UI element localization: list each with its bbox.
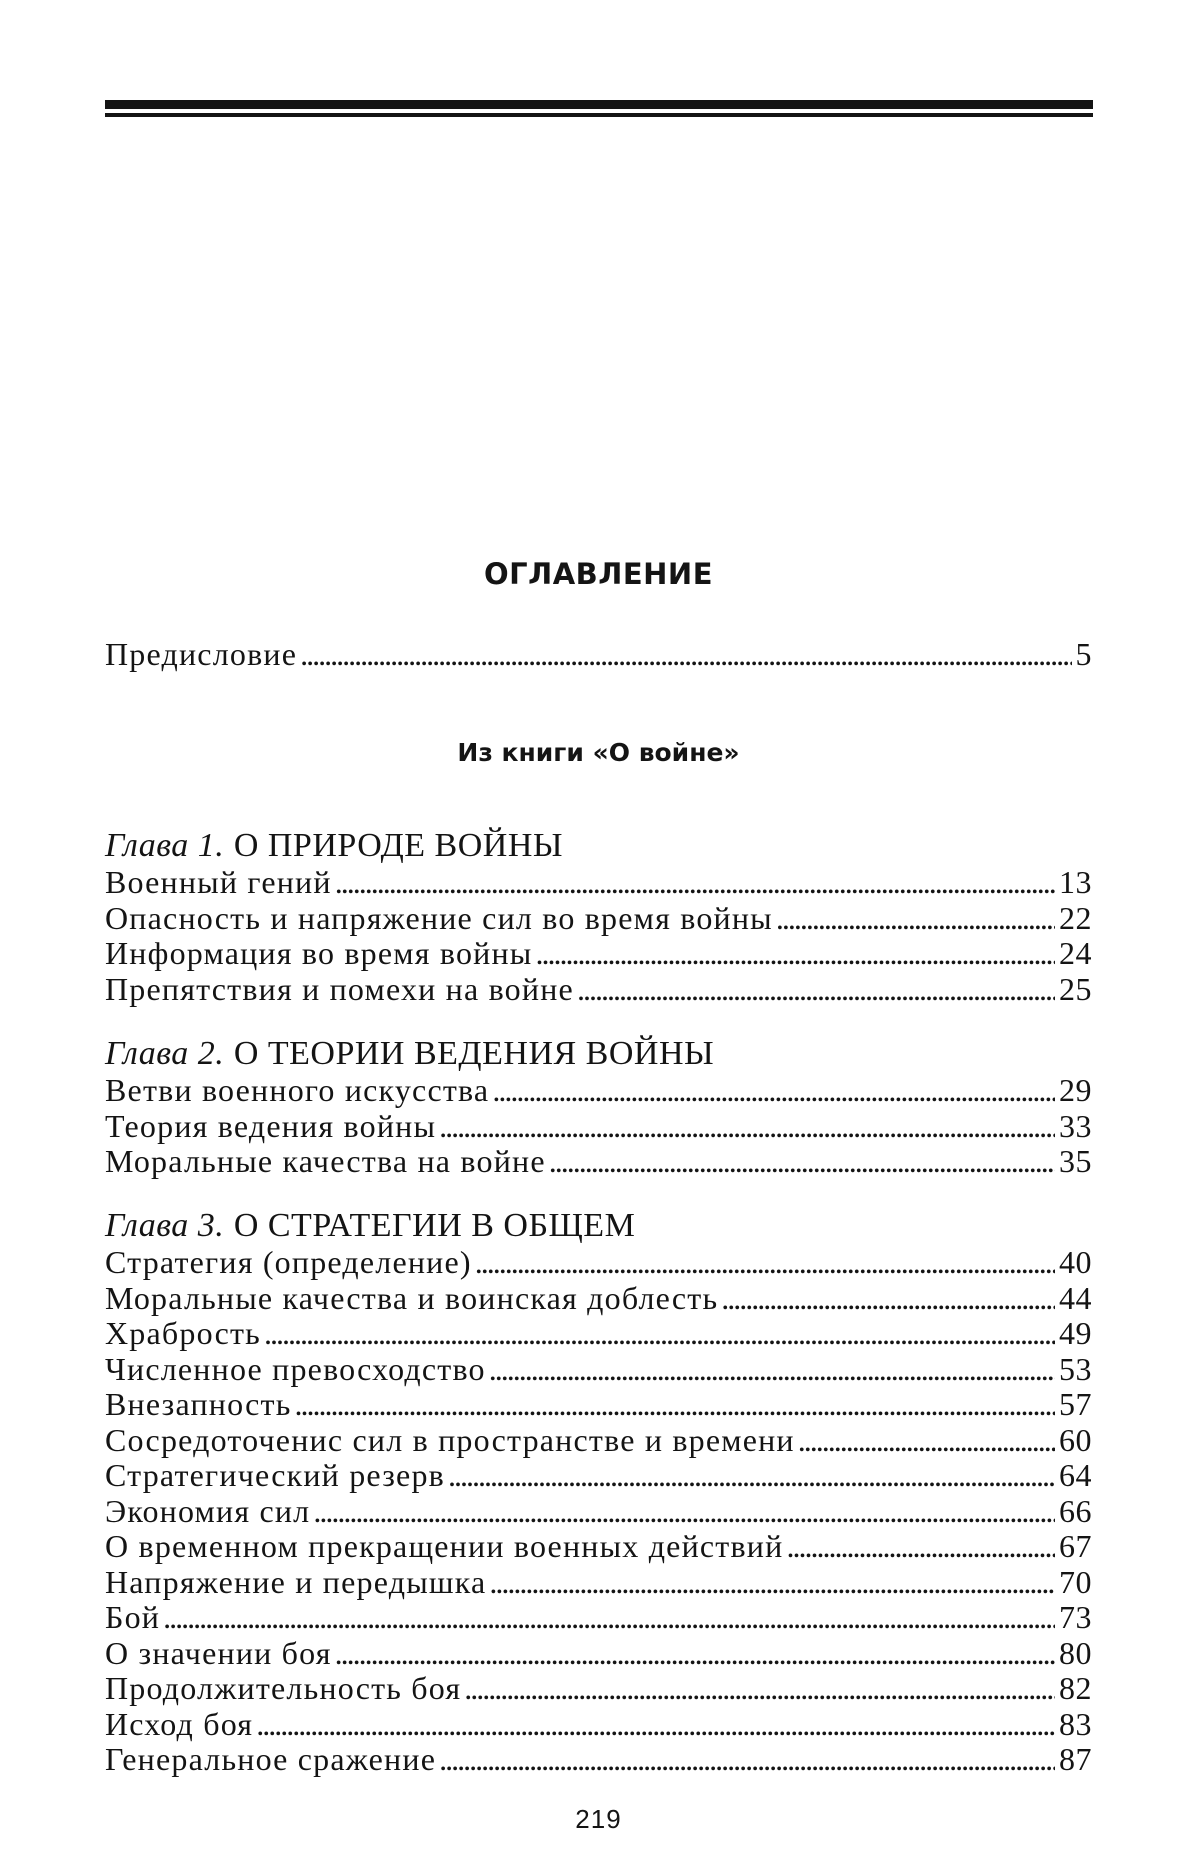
toc-entry-page: 87 bbox=[1059, 1741, 1092, 1777]
toc-entry bbox=[105, 1352, 1092, 1388]
toc-entry bbox=[105, 1423, 1092, 1459]
toc-entry-page: 67 bbox=[1059, 1528, 1092, 1564]
dot-leader bbox=[776, 901, 1055, 937]
dot-leader bbox=[786, 1529, 1055, 1565]
preface-block bbox=[105, 637, 1092, 673]
toc-entry-title: Стратегия (определение) bbox=[105, 1244, 472, 1280]
dot-leader bbox=[492, 1073, 1055, 1109]
toc-entry-page: 64 bbox=[1059, 1457, 1092, 1493]
toc-entry-title: Экономия сил bbox=[105, 1492, 311, 1529]
dot-leader bbox=[549, 1144, 1055, 1180]
toc-entry-title: Моральные качества на войне bbox=[105, 1143, 546, 1179]
chapter-1 bbox=[105, 827, 1092, 1007]
section-title: Из книги «О войне» bbox=[457, 738, 740, 767]
toc-entry-page: 5 bbox=[1075, 636, 1092, 672]
toc-entry bbox=[105, 1281, 1092, 1317]
toc-entry-page: 25 bbox=[1059, 970, 1092, 1007]
toc-entry-page: 57 bbox=[1059, 1386, 1092, 1422]
toc-entry-title: Предисловие bbox=[105, 636, 298, 672]
dot-leader bbox=[439, 1742, 1055, 1778]
chapter-label: Глава 1. bbox=[105, 827, 225, 864]
toc-entry bbox=[105, 1529, 1092, 1565]
toc-entry-page: 22 bbox=[1059, 899, 1092, 936]
chapter-heading bbox=[105, 827, 1092, 865]
toc-entry-title: Информация во время войны bbox=[105, 935, 533, 971]
toc-entry-page: 73 bbox=[1059, 1599, 1092, 1635]
toc-entry bbox=[105, 637, 1092, 673]
toc-entry-page: 83 bbox=[1059, 1705, 1092, 1742]
toc-entry-title: Ветви военного искусства bbox=[105, 1072, 490, 1108]
toc-entry-page: 49 bbox=[1059, 1315, 1092, 1351]
toc-entry bbox=[105, 1387, 1092, 1423]
toc-entry bbox=[105, 1109, 1092, 1145]
toc-entry-title: Теория ведения войны bbox=[105, 1107, 437, 1144]
toc-entry-page: 24 bbox=[1059, 935, 1092, 971]
toc-entry-page: 82 bbox=[1059, 1670, 1092, 1706]
toc-entry bbox=[105, 1073, 1092, 1109]
chapter-heading bbox=[105, 1207, 1092, 1245]
header-rule-thick bbox=[105, 100, 1093, 109]
dot-leader bbox=[489, 1565, 1055, 1601]
toc-entry-title: Военный гений bbox=[105, 864, 332, 900]
toc-entry-title: Внезапность bbox=[105, 1386, 292, 1422]
toc-entry bbox=[105, 901, 1092, 937]
chapter-2 bbox=[105, 1035, 1092, 1180]
toc-entry bbox=[105, 1316, 1092, 1352]
chapter-title: О СТРАТЕГИИ В ОБЩЕМ bbox=[233, 1207, 636, 1244]
toc-entry-title: Напряжение и передышка bbox=[105, 1563, 487, 1600]
toc-entry bbox=[105, 972, 1092, 1008]
page-number: 219 bbox=[575, 1804, 622, 1834]
toc-entry bbox=[105, 1494, 1092, 1530]
toc-entry-page: 35 bbox=[1059, 1143, 1092, 1179]
chapter-label: Глава 3. bbox=[105, 1207, 225, 1244]
chapter-label: Глава 2. bbox=[105, 1035, 225, 1072]
toc-entry-title: О значении боя bbox=[105, 1634, 332, 1671]
toc-entry-title: Исход боя bbox=[105, 1705, 254, 1742]
toc-entry bbox=[105, 1707, 1092, 1743]
toc-entry bbox=[105, 1144, 1092, 1180]
toc-entry-page: 53 bbox=[1059, 1350, 1092, 1387]
toc-entry bbox=[105, 1742, 1092, 1778]
dot-leader bbox=[464, 1671, 1055, 1707]
chapter-title: О ПРИРОДЕ ВОЙНЫ bbox=[233, 827, 564, 864]
chapter-3 bbox=[105, 1207, 1092, 1778]
toc-entry bbox=[105, 936, 1092, 972]
toc-entry-page: 44 bbox=[1059, 1279, 1092, 1316]
toc-entry bbox=[105, 865, 1092, 901]
chapter-title: О ТЕОРИИ ВЕДЕНИЯ ВОЙНЫ bbox=[233, 1035, 715, 1072]
dot-leader bbox=[448, 1458, 1055, 1494]
toc-entry-title: Препятствия и помехи на войне bbox=[105, 970, 574, 1007]
toc-entry bbox=[105, 1245, 1092, 1281]
dot-leader bbox=[439, 1109, 1055, 1145]
toc-entry bbox=[105, 1458, 1092, 1494]
toc-entry-page: 40 bbox=[1059, 1244, 1092, 1280]
dot-leader bbox=[256, 1707, 1055, 1743]
toc-entry-title: Сосредоточенис сил в пространстве и времени bbox=[105, 1421, 795, 1458]
dot-leader bbox=[536, 936, 1056, 972]
dot-leader bbox=[335, 1636, 1055, 1672]
toc-entry-title: Численное превосходство bbox=[105, 1350, 486, 1387]
toc-entry-title: Храбрость bbox=[105, 1315, 261, 1351]
chapter-heading bbox=[105, 1035, 1092, 1073]
dot-leader bbox=[577, 972, 1055, 1008]
toc-entry bbox=[105, 1565, 1092, 1601]
toc-entry-page: 66 bbox=[1059, 1492, 1092, 1529]
toc-entry bbox=[105, 1636, 1092, 1672]
dot-leader bbox=[475, 1245, 1055, 1281]
header-rule-thin bbox=[105, 113, 1093, 117]
dot-leader bbox=[798, 1423, 1055, 1459]
toc-title: ОГЛАВЛЕНИЕ bbox=[483, 557, 713, 591]
toc-entry-page: 29 bbox=[1059, 1072, 1092, 1108]
toc-entry-title: О временном прекращении военных действий bbox=[105, 1528, 784, 1564]
toc-entry-page: 33 bbox=[1059, 1107, 1092, 1144]
toc-entry-page: 80 bbox=[1059, 1634, 1092, 1671]
toc-entry-title: Продолжительность боя bbox=[105, 1670, 462, 1706]
dot-leader bbox=[264, 1316, 1055, 1352]
dot-leader bbox=[295, 1387, 1055, 1423]
dot-leader bbox=[721, 1281, 1055, 1317]
toc-entry-title: Бой bbox=[105, 1599, 161, 1635]
dot-leader bbox=[335, 865, 1055, 901]
dot-leader bbox=[313, 1494, 1055, 1530]
toc-entry-page: 13 bbox=[1059, 864, 1092, 900]
toc-entry bbox=[105, 1671, 1092, 1707]
dot-leader bbox=[300, 637, 1071, 673]
toc-entry-title: Стратегический резерв bbox=[105, 1457, 445, 1493]
toc-entry-title: Опасность и напряжение сил во время войны bbox=[105, 899, 773, 936]
toc-entry-page: 70 bbox=[1059, 1563, 1092, 1600]
toc-entry-page: 60 bbox=[1059, 1421, 1092, 1458]
toc-entry bbox=[105, 1600, 1092, 1636]
toc-entry-title: Генеральное сражение bbox=[105, 1741, 437, 1777]
dot-leader bbox=[489, 1352, 1055, 1388]
toc-entry-title: Моральные качества и воинская доблесть bbox=[105, 1279, 719, 1316]
dot-leader bbox=[163, 1600, 1055, 1636]
